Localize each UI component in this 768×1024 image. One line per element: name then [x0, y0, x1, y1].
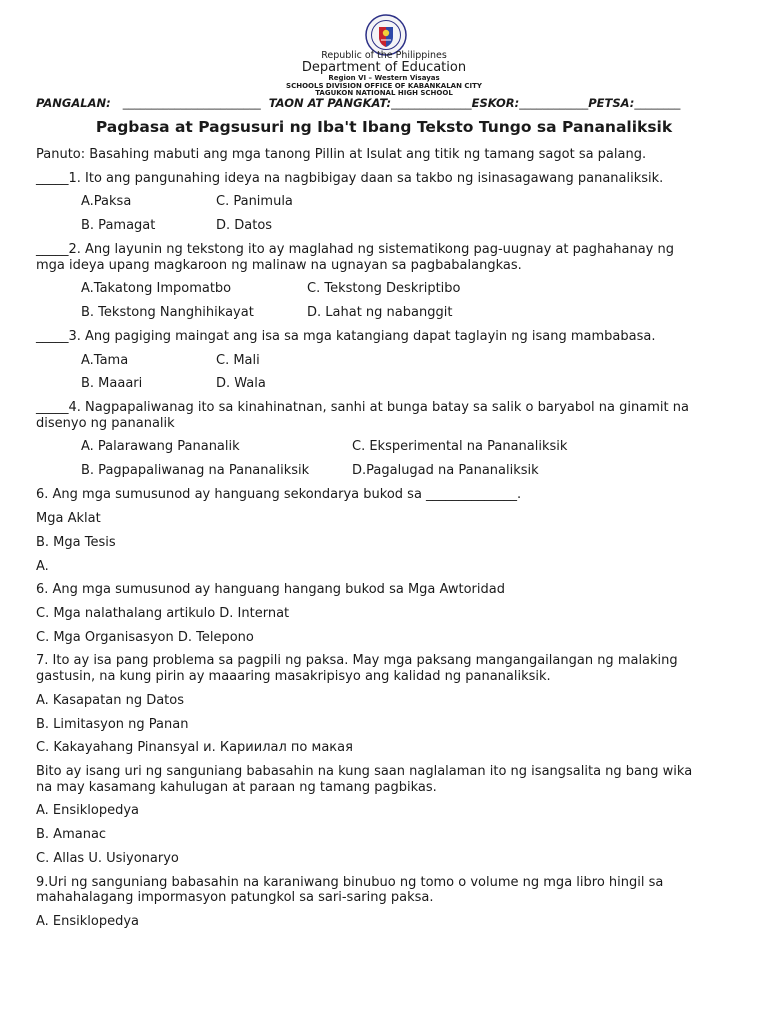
q6a-option-1: Mga Aklat — [36, 511, 101, 526]
q3-option-a: A.Tama — [81, 353, 129, 368]
question-6a: 6. Ang mga sumusunod ay hanguang sekondarya bukod sa ______________. — [36, 487, 522, 502]
q2-option-d: D. Lahat ng nabanggit — [307, 305, 453, 320]
score-field[interactable]: ____________ — [519, 96, 589, 110]
q8-option-1: A. Ensiklopedya — [36, 803, 140, 818]
q4-option-b: B. Pagpapaliwanag na Pananaliksik — [81, 463, 310, 478]
question-7-line-2: gastusin, na kung pirin ay maaaring masakripisyo ang kalidad ng pananaliksik. — [36, 669, 551, 684]
q2-option-b: B. Tekstong Nanghihikayat — [81, 305, 254, 320]
q3-option-d: D. Wala — [216, 376, 266, 391]
q6a-option-3: A. — [36, 559, 49, 574]
question-8-line-2: na may kasamang kahulugan at paraan ng tamang pagbikas. — [36, 780, 437, 795]
region-line: Region VI – Western Visayas — [328, 74, 440, 82]
year-label: TAON AT PANGKAT: — [268, 96, 392, 110]
question-1: _____1. Ito ang pangunahing ideya na nagbibigay daan sa takbo ng isinasagawang pananaliksik. — [36, 171, 664, 186]
q9-option-1: A. Ensiklopedya — [36, 914, 140, 929]
name-field[interactable]: ________________________ — [122, 96, 261, 110]
q6a-option-2: B. Mga Tesis — [36, 535, 116, 550]
division-line: SCHOOLS DIVISION OFFICE OF KABANKALAN CITY — [286, 82, 482, 90]
school-line: TAGUKON NATIONAL HIGH SCHOOL — [315, 89, 453, 97]
q7-option-2: B. Limitasyon ng Panan — [36, 717, 189, 732]
question-8-line-1: Bito ay isang uri ng sanguniang babasahin na kung saan naglalaman ito ng isangsalita ng bang wika — [36, 764, 693, 779]
question-6b: 6. Ang mga sumusunod ay hanguang hangang bukod sa Mga Awtoridad — [36, 582, 505, 597]
question-4-line-2: disenyo ng pananalik — [36, 416, 175, 431]
q6b-option-2: C. Mga Organisasyon D. Telepono — [36, 630, 254, 645]
q8-option-3: C. Allas U. Usiyonaryo — [36, 851, 179, 866]
year-field[interactable]: ______________ — [391, 96, 472, 110]
q4-option-a: A. Palarawang Pananalik — [81, 439, 240, 454]
q1-option-b: B. Pamagat — [81, 218, 156, 233]
q2-option-c: C. Tekstong Deskriptibo — [307, 281, 461, 296]
q1-option-a: A.Paksa — [81, 194, 132, 209]
question-7-line-1: 7. Ito ay isa pang problema sa pagpili ng paksa. May mga paksang mangangailangan ng malaking — [36, 653, 678, 668]
question-3: _____3. Ang pagiging maingat ang isa sa mga katangiang dapat taglayin ng isang mambabasa. — [36, 329, 656, 344]
question-9-line-2: mahahalagang impormasyon patungkol sa sari-saring paksa. — [36, 890, 434, 905]
question-2-line-1: _____2. Ang layunin ng tekstong ito ay maglahad ng sistematikong pag-uugnay at paghahanay ng — [36, 242, 674, 257]
name-label: PANGALAN: — [36, 96, 111, 110]
question-9-line-1: 9.Uri ng sanguniang babasahin na karaniwang binubuo ng tomo o volume ng mga libro hingil sa — [36, 875, 664, 890]
q8-option-2: B. Amanac — [36, 827, 107, 842]
q3-option-b: B. Maaari — [81, 376, 143, 391]
q3-option-c: C. Mali — [216, 353, 260, 368]
q1-option-d: D. Datos — [216, 218, 273, 233]
instructions: Panuto: Basahing mabuti ang mga tanong Pillin at Isulat ang titik ng tamang sagot sa palang. — [36, 147, 647, 162]
date-label: PETSA: — [588, 96, 635, 110]
q1-option-c: C. Panimula — [216, 194, 293, 209]
student-info-row — [36, 96, 680, 110]
q7-option-1: A. Kasapatan ng Datos — [36, 693, 185, 708]
republic-line: Republic of the Philippines — [321, 50, 447, 61]
q4-option-c: C. Eksperimental na Pananaliksik — [352, 439, 568, 454]
department-line: Department of Education — [301, 60, 467, 75]
question-2-line-2: mga ideya upang magkaroon ng malinaw na ugnayan sa pagbabalangkas. — [36, 258, 522, 273]
question-4-line-1: _____4. Nagpapaliwanag ito sa kinahinatnan, sanhi at bunga batay sa salik o baryabol na ginamit na — [36, 400, 689, 415]
q2-option-a: A.Takatong Impomatbo — [81, 281, 232, 296]
score-label: ESKOR: — [471, 96, 520, 110]
date-field[interactable]: ________ — [634, 96, 681, 110]
page-title: Pagbasa at Pagsusuri ng Iba't Ibang Teksto Tungo sa Pananaliksik — [95, 118, 673, 136]
q7-option-3: C. Kakayahang Pinansyal и. Кариилал по макая — [36, 740, 353, 755]
q6b-option-1: C. Mga nalathalang artikulo D. Internat — [36, 606, 290, 621]
q4-option-d: D.Pagalugad na Pananaliksik — [352, 463, 539, 478]
